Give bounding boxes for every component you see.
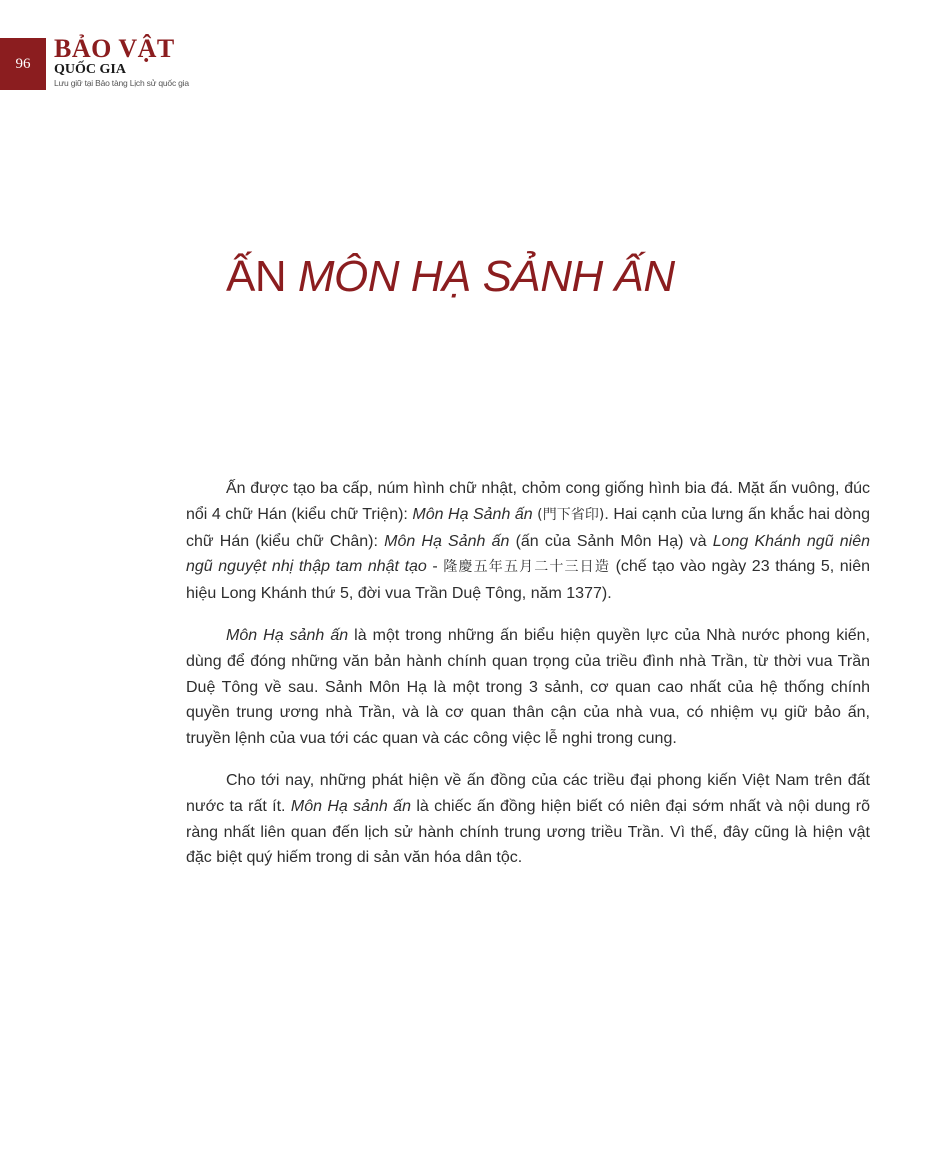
han-characters: 隆慶五年五月二十三日造: [443, 559, 610, 576]
italic-segment: Môn Hạ sảnh ấn: [226, 626, 349, 644]
page-title: [226, 252, 675, 302]
italic-segment: Môn Hạ Sảnh ấn: [384, 532, 510, 550]
text-segment: . Hai cạnh của lưng ấn khắc hai dòng chữ Hán (kiểu chữ Chân):: [186, 505, 870, 550]
text-segment: là một trong những ấn biểu hiện quyền lực của Nhà nước phong kiến, dùng để đóng những văn bản hành chính quan trọng của triều đình nhà Trần, từ thời vua Trần Duệ Tông về sau. Sảnh Môn Hạ là một trong 3 sảnh, cơ quan cao nhất của hệ thống chính quyền trung ương nhà Trần, và là cơ quan thân cận của nhà vua, có nhiệm vụ giữ bảo ấn, truyền lệnh của vua tới các quan và các công việc lễ nghi trong cung.: [186, 626, 871, 748]
text-segment: -: [426, 558, 444, 576]
page-number-text: 96: [15, 55, 31, 72]
text-segment: Cho tới nay, những phát hiện về ấn đồng của các triều đại phong kiến Việt Nam trên đất nước ta rất ít.: [186, 771, 870, 815]
italic-segment: Môn Hạ Sảnh ấn: [412, 505, 533, 523]
text-segment: (chế tạo vào ngày 23 tháng 5, niên hiệu Long Khánh thứ 5, đời vua Trần Duệ Tông, năm 1377).: [186, 558, 871, 603]
text-segment: là chiếc ấn đồng hiện biết có niên đại sớm nhất và nội dung rõ ràng nhất liên quan đến lịch sử hành chính trung ương triều Trần. Vì thế, đây cũng là hiện vật đặc biệt quý hiếm trong di sản văn hóa dân tộc.: [186, 797, 871, 867]
page-number: [0, 38, 46, 90]
text-segment: Ấn được tạo ba cấp, núm hình chữ nhật, chỏm cong giống hình bia đá. Mặt ấn vuông, đúc nổi 4 chữ Hán (kiểu chữ Triện):: [186, 480, 870, 523]
brand-subtitle: QUỐC GIA: [54, 62, 126, 77]
article-body: [186, 476, 870, 887]
italic-segment: Long Khánh ngũ niên ngũ nguyệt nhị thập tam nhật tạo: [186, 532, 871, 576]
paragraph-2: [186, 623, 870, 752]
paragraph-1: [186, 476, 870, 607]
italic-segment: Môn Hạ sảnh ấn: [290, 797, 411, 815]
brand-logo: [54, 36, 189, 88]
page-title-italic: MÔN HẠ SẢNH ẤN: [297, 252, 675, 301]
text-segment: (ấn của Sảnh Môn Hạ) và: [509, 532, 713, 550]
brand-title: BẢO VẬT: [54, 34, 175, 63]
paragraph-3: [186, 768, 870, 871]
brand-tagline: Lưu giữ tại Bảo tàng Lịch sử quốc gia: [54, 78, 189, 88]
page-title-prefix: ẤN: [226, 252, 298, 301]
han-characters: (門下省印): [537, 506, 605, 523]
